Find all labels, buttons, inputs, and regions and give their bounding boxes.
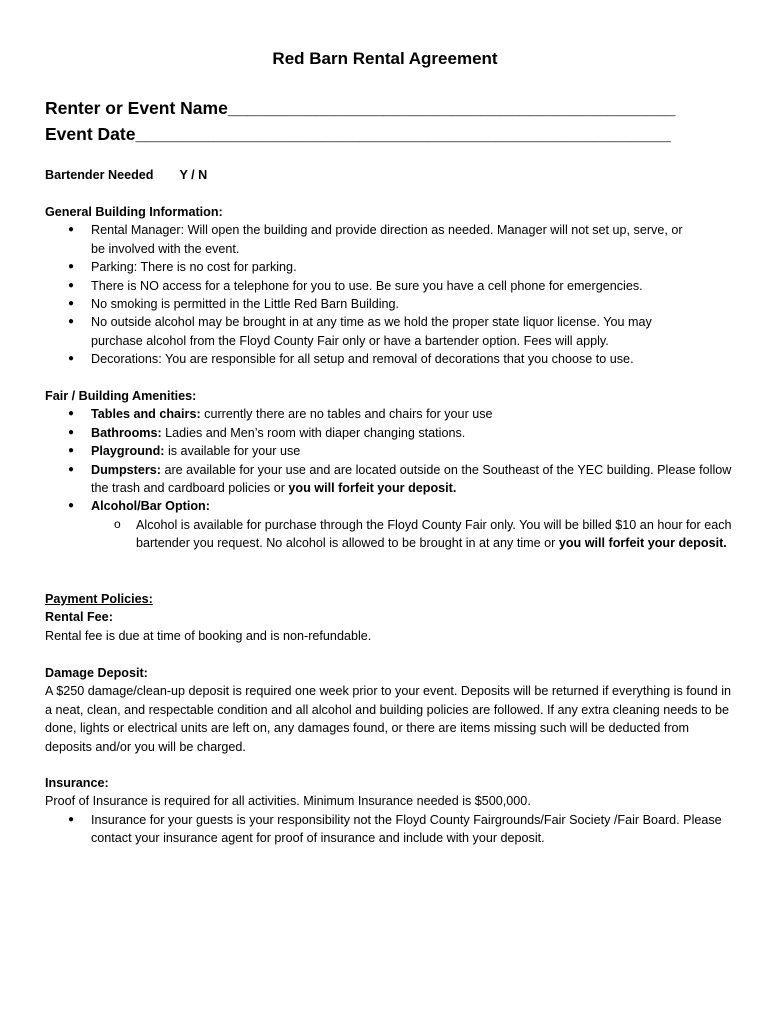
dumpsters-label: Dumpsters: bbox=[91, 462, 161, 477]
general-heading: General Building Information: bbox=[45, 205, 223, 219]
list-item bbox=[45, 461, 735, 498]
amenities-heading: Fair / Building Amenities: bbox=[45, 389, 197, 403]
dumpsters-text: are available for your use and are located outside on the Southeast of the YEC building. Please follow the trash and cardboard policies or bbox=[91, 462, 732, 496]
list-item bbox=[45, 424, 735, 442]
list-item bbox=[45, 497, 735, 515]
dumpsters-warning: you will forfeit your deposit. bbox=[288, 481, 457, 496]
list-item bbox=[45, 442, 735, 460]
list-item: ● Insurance for your guests is your responsibility not the Floyd County Fairgrounds/Fair Society /Fair Board. Please contact your insurance agent for proof of insurance and include with your deposit. bbox=[45, 811, 735, 848]
damage-section bbox=[45, 664, 735, 756]
bar-option-label: Alcohol/Bar Option: bbox=[91, 499, 210, 514]
tables-text: currently there are no tables and chairs for your use bbox=[200, 407, 493, 422]
general-list bbox=[45, 221, 735, 368]
bartender-options: Y / N bbox=[179, 168, 208, 182]
list-item: ● No smoking is permitted in the Little Red Barn Building. bbox=[45, 295, 695, 313]
list-item: ● Rental Manager: Will open the building and provide direction as needed. Manager will not set up, serve, or be involved with the event. bbox=[45, 221, 695, 258]
renter-name-line: Renter or Event Name______________________________________________ bbox=[45, 98, 676, 118]
insurance-heading: Insurance: bbox=[45, 776, 109, 790]
insurance-text: Proof of Insurance is required for all activities. Minimum Insurance needed is $500,000. bbox=[45, 794, 531, 809]
bartender-label: Bartender Needed bbox=[45, 168, 154, 182]
bathrooms-label: Bathrooms: bbox=[91, 425, 162, 440]
list-item: ● No outside alcohol may be brought in at any time as we hold the proper state liquor license. You may purchase alcohol from the Floyd County Fair only or have a bartender option. Fees will apply. bbox=[45, 313, 695, 350]
event-date-line: Event Date_______________________________________________________ bbox=[45, 124, 671, 144]
payment-section bbox=[45, 590, 735, 645]
document-title: Red Barn Rental Agreement bbox=[272, 49, 498, 68]
insurance-list bbox=[45, 811, 735, 848]
tables-label: Tables and chairs: bbox=[91, 407, 201, 422]
bar-option-text: Alcohol is available for purchase through the Floyd County Fair only. You will be billed $10 an hour for each bartender you request. No alcohol is allowed to be brought in at any time or bbox=[136, 517, 732, 551]
playground-label: Playground: bbox=[91, 444, 165, 459]
list-item bbox=[45, 405, 735, 423]
damage-text: A $250 damage/clean-up deposit is required one week prior to your event. Deposits will be returned if everything is found in a neat, clean, and respectable condition and all alcohol and building policies are followed. If any extra cleaning needs to be done, lights or electrical units are left on, any damages found, or there are items missing such will be deducted from deposits and/or you will be charged. bbox=[45, 684, 732, 754]
insurance-section bbox=[45, 774, 735, 848]
bathrooms-text: Ladies and Men’s room with diaper changing stations. bbox=[161, 425, 466, 440]
playground-text: is available for your use bbox=[164, 444, 301, 459]
payment-heading: Payment Policies: bbox=[45, 592, 153, 606]
bar-option-warning: you will forfeit your deposit. bbox=[558, 536, 727, 551]
list-item: ● Parking: There is no cost for parking. bbox=[45, 258, 695, 276]
list-item: ● Decorations: You are responsible for all setup and removal of decorations that you choose to use. bbox=[45, 350, 695, 368]
list-item: ● There is NO access for a telephone for you to use. Be sure you have a cell phone for emergencies. bbox=[45, 277, 695, 295]
amenities-section bbox=[45, 387, 735, 553]
rental-fee-heading: Rental Fee: bbox=[45, 610, 113, 625]
general-section bbox=[45, 203, 735, 369]
sub-list-item bbox=[45, 516, 735, 553]
rental-fee-text: Rental fee is due at time of booking and is non-refundable. bbox=[45, 628, 372, 643]
bartender-row bbox=[45, 166, 735, 184]
damage-heading: Damage Deposit: bbox=[45, 666, 148, 680]
amenities-list bbox=[45, 405, 735, 515]
bar-sublist bbox=[45, 516, 735, 553]
